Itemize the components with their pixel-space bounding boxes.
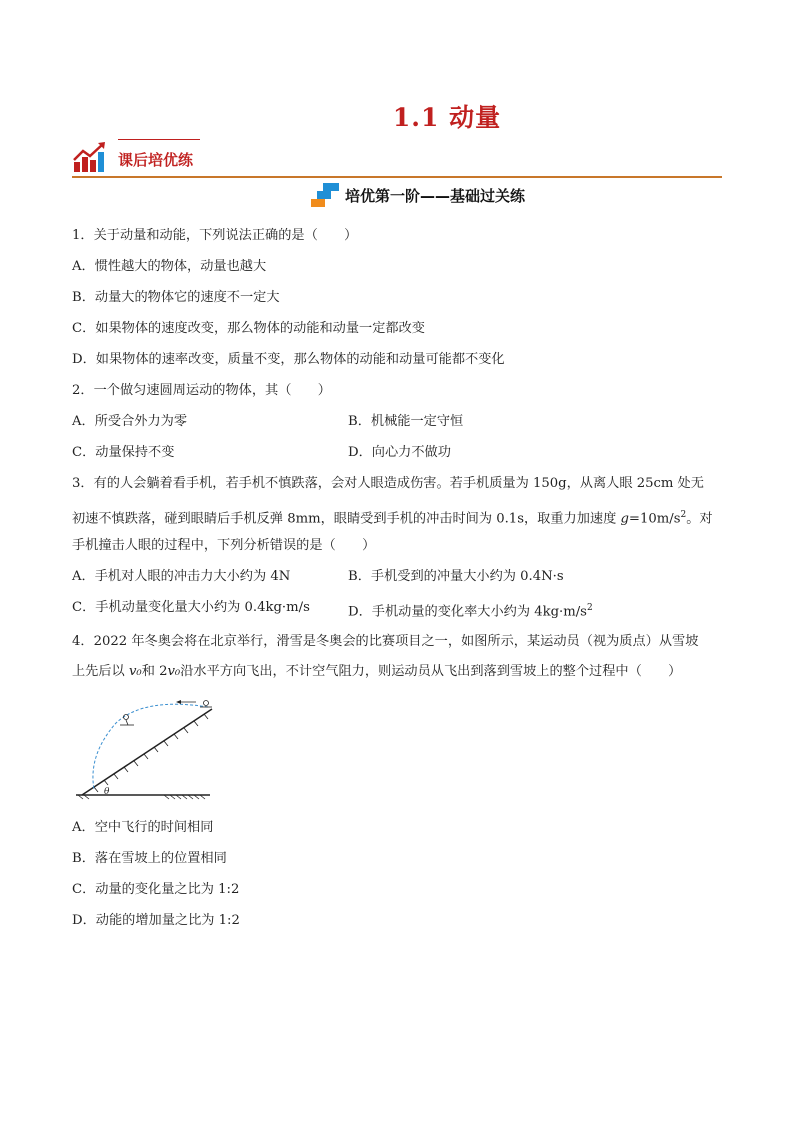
q2-option-a: A．所受合外力为零 (72, 414, 188, 429)
q1-option-c: C．如果物体的速度改变，那么物体的动能和动量一定都改变 (72, 321, 425, 336)
q1-option-a: A．惯性越大的物体，动量也越大 (72, 259, 267, 274)
q4-line2 (72, 662, 681, 682)
q4-line2-end: 沿水平方向飞出，不计空气阻力，则运动员从飞出到落到雪坡上的整个过程中（ ） (180, 664, 682, 679)
q1-stem: 1．关于动量和动能，下列说法正确的是（ ） (72, 228, 358, 243)
q4-option-b: B．落在雪坡上的位置相同 (72, 851, 227, 866)
ski-slope-figure (74, 695, 214, 800)
q2-option-c: C．动量保持不变 (72, 445, 175, 460)
q4-line2-and: 和 2 (141, 664, 168, 679)
stage-label: 培优第一阶——基础过关练 (344, 186, 525, 205)
section-header (72, 136, 722, 178)
q4-option-a: A．空中飞行的时间相同 (72, 820, 214, 835)
stage-heading (0, 181, 794, 213)
q4-line2-text: 上先后以 (72, 664, 129, 679)
q4-option-d: D．动能的增加量之比为 1:2 (72, 913, 240, 928)
q1-option-d: D．如果物体的速率改变，质量不变，那么物体的动能和动量可能都不变化 (72, 352, 505, 367)
q4-option-c: C．动量的变化量之比为 1:2 (72, 882, 240, 897)
q2-stem: 2．一个做匀速圆周运动的物体，其（ ） (72, 383, 331, 398)
q3-option-c: C．手机动量变化量大小约为 0.4kg·m/s (72, 600, 310, 615)
velocity-symbol: v₀ (128, 664, 142, 679)
growth-chart-icon (72, 140, 108, 174)
q3-option-d-text: D．手机动量的变化率大小约为 4kg·m/s (348, 604, 587, 620)
q3-line3: 手机撞击人眼的过程中，下列分析错误的是（ ） (72, 538, 376, 553)
q3-line2-superscript: 2 (680, 510, 687, 520)
velocity-symbol-2: v₀ (167, 664, 181, 679)
q2-option-b: B．机械能一定守恒 (348, 414, 464, 429)
q2-option-d: D．向心力不做功 (348, 445, 451, 460)
q3-line2 (72, 505, 713, 529)
q3-option-a: A．手机对人眼的冲击力大小约为 4N (72, 569, 291, 584)
q3-line1: 3．有的人会躺着看手机，若手机不慎跌落，会对人眼造成伤害。若手机质量为 150g，从离人眼 25cm 处无 (72, 476, 704, 491)
gravity-symbol: g (620, 511, 629, 527)
title-text: 1.1 动量 (392, 103, 502, 132)
section-top-line (118, 139, 200, 140)
angle-label: θ (104, 787, 110, 797)
q3-line2-value: =10m/s (628, 511, 681, 527)
stairs-icon (309, 181, 341, 209)
q3-line2-text: 初速不慎跌落，碰到眼睛后手机反弹 8mm，眼睛受到手机的冲击时间为 0.1s，取重力加速度 (72, 511, 621, 527)
q3-option-d-superscript: 2 (586, 603, 593, 613)
q3-option-d (348, 598, 593, 622)
q3-line2-end: 。对 (686, 511, 713, 527)
q3-option-b: B．手机受到的冲量大小约为 0.4N·s (348, 569, 564, 584)
page-title (0, 98, 794, 134)
q4-line1: 4．2022 年冬奥会将在北京举行，滑雪是冬奥会的比赛项目之一，如图所示，某运动员（视为质点）从雪坡 (72, 634, 699, 649)
q1-option-b: B．动量大的物体它的速度不一定大 (72, 290, 280, 305)
section-label: 课后培优练 (118, 151, 194, 169)
section-divider (72, 176, 722, 178)
